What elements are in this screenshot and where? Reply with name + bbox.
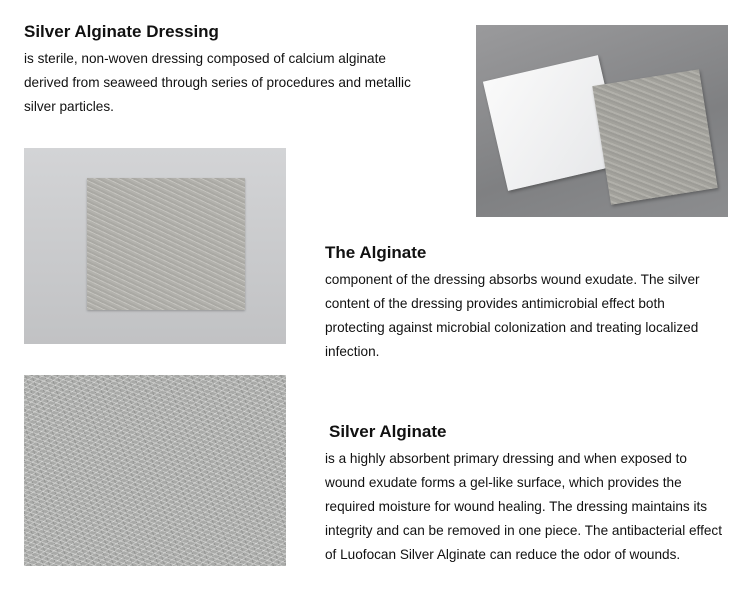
text-line: infection. — [325, 344, 380, 359]
dressing-pad — [87, 178, 245, 310]
photo-fiber-closeup — [24, 375, 286, 566]
section-title-silver-alginate-dressing: Silver Alginate Dressing — [24, 22, 219, 41]
section-description — [24, 47, 411, 119]
section-title-the-alginate: The Alginate — [325, 243, 427, 262]
text-line: derived from seaweed through series of procedures and metallic — [24, 75, 411, 90]
text-line: is a highly absorbent primary dressing and when exposed to — [325, 451, 687, 466]
section-title-silver-alginate: Silver Alginate — [329, 422, 447, 441]
section-description — [325, 447, 722, 567]
text-line: of Luofocan Silver Alginate can reduce the odor of wounds. — [325, 547, 681, 562]
text-line: silver particles. — [24, 99, 114, 114]
photo-two-dressings — [476, 25, 728, 217]
photo-silver-dressing — [24, 148, 286, 344]
text-line: integrity and can be removed in one piece. The antibacterial effect — [325, 523, 722, 538]
text-line: content of the dressing provides antimicrobial effect both — [325, 296, 665, 311]
text-line: component of the dressing absorbs wound exudate. The silver — [325, 272, 700, 287]
text-line: is sterile, non-woven dressing composed of calcium alginate — [24, 51, 386, 66]
text-line: wound exudate forms a gel-like surface, which provides the — [325, 475, 682, 490]
text-line: protecting against microbial colonization and treating localized — [325, 320, 699, 335]
text-line: required moisture for wound healing. The dressing maintains its — [325, 499, 708, 514]
section-description — [325, 268, 700, 364]
silver-dressing — [592, 69, 717, 204]
